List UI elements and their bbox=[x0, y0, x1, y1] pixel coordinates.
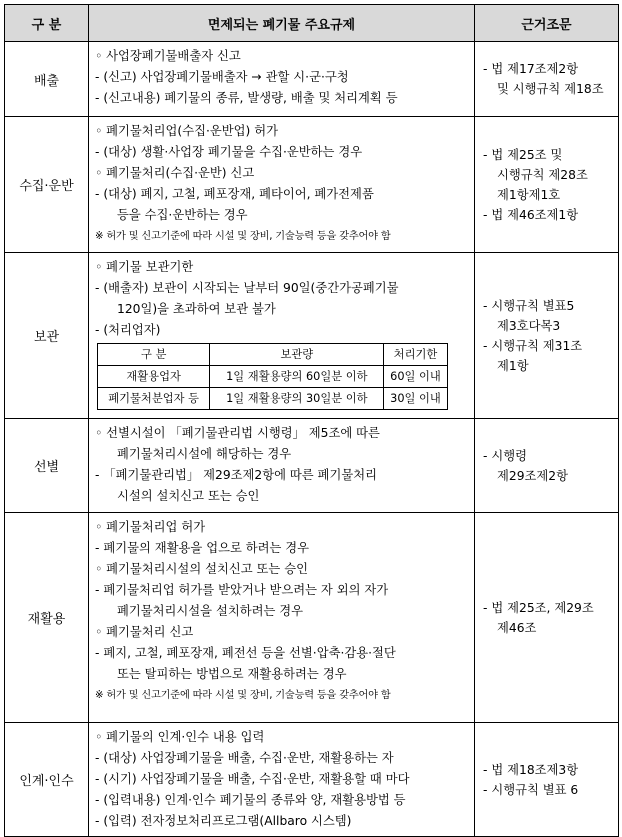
row-collection bbox=[5, 117, 619, 253]
content-line: - (대상) 생활·사업장 폐기물을 수집·운반하는 경우 bbox=[95, 145, 363, 159]
content-note: ※ 허가 및 신고기준에 따라 시설 및 장비, 기술능력 등을 갖추어야 함 bbox=[95, 690, 391, 701]
content-collection bbox=[89, 117, 475, 253]
content-discharge bbox=[89, 42, 475, 117]
basis-line: 제3호다목3 bbox=[497, 318, 561, 333]
storage-cell: 1일 재활용량의 30일분 이하 bbox=[210, 388, 384, 410]
content-line: - (신고) 사업장폐기물배출자 → 관할 시·군·구청 bbox=[95, 70, 349, 84]
content-line: - 「폐기물관리법」 제29조제2항에 따른 폐기물처리 bbox=[95, 468, 377, 482]
content-sorting bbox=[89, 419, 475, 513]
basis-line: - 시행규칙 별표 6 bbox=[483, 782, 579, 797]
basis-collection bbox=[475, 117, 619, 253]
content-line: - (대상) 사업장폐기물을 배출, 수집·운반, 재활용하는 자 bbox=[95, 751, 394, 765]
storage-cell: 30일 이내 bbox=[384, 388, 447, 410]
storage-header-cell: 보관량 bbox=[210, 344, 384, 366]
row-sorting bbox=[5, 419, 619, 513]
content-line: - (시기) 사업장폐기물을 배출, 수집·운반, 재활용할 때 마다 bbox=[95, 772, 410, 786]
basis-line: 제29조제2항 bbox=[497, 468, 568, 483]
basis-line: - 법 제17조제2항 bbox=[483, 62, 579, 76]
basis-storage bbox=[475, 253, 619, 419]
storage-cell: 1일 재활용량의 60일분 이하 bbox=[210, 366, 384, 388]
basis-line: - 시행령 bbox=[483, 448, 527, 463]
category-sorting: 선별 bbox=[5, 419, 89, 513]
content-line: ◦ 폐기물처리(수집·운반) 신고 bbox=[95, 166, 255, 180]
basis-line: - 법 제18조제3항 bbox=[483, 762, 579, 777]
category-storage: 보관 bbox=[5, 253, 89, 419]
content-line: ◦ 사업장폐기물배출자 신고 bbox=[95, 49, 241, 63]
basis-recycling bbox=[475, 513, 619, 723]
storage-cell: 재활용업자 bbox=[98, 366, 210, 388]
storage-cell: 폐기물처분업자 등 bbox=[98, 388, 210, 410]
content-line: - (신고내용) 폐기물의 종류, 발생량, 배출 및 처리계획 등 bbox=[95, 91, 398, 105]
content-line: - 폐지, 고철, 폐포장재, 폐전선 등을 선별·압축·감용·절단 bbox=[95, 646, 396, 660]
basis-line: - 법 제46조제1항 bbox=[483, 207, 579, 222]
storage-cell: 60일 이내 bbox=[384, 366, 447, 388]
content-line: - (처리업자) bbox=[95, 323, 161, 337]
content-storage bbox=[89, 253, 475, 419]
content-recycling bbox=[89, 513, 475, 723]
content-line: ◦ 폐기물처리업 허가 bbox=[95, 520, 206, 534]
content-handover bbox=[89, 723, 475, 837]
content-line: - (입력내용) 인계·인수 폐기물의 종류와 양, 재활용방법 등 bbox=[95, 793, 406, 807]
content-line: 시설의 설치신고 또는 승인 bbox=[117, 489, 260, 503]
content-line: ◦ 폐기물처리업(수집·운반업) 허가 bbox=[95, 124, 278, 138]
content-line: ◦ 폐기물 보관기한 bbox=[95, 260, 194, 274]
category-handover: 인계·인수 bbox=[5, 723, 89, 837]
row-recycling bbox=[5, 513, 619, 723]
row-discharge bbox=[5, 42, 619, 117]
basis-line: 제1항 bbox=[497, 358, 529, 373]
content-note: ※ 허가 및 신고기준에 따라 시설 및 장비, 기술능력 등을 갖추어야 함 bbox=[95, 231, 391, 242]
header-regulation: 면제되는 폐기물 주요규제 bbox=[89, 5, 475, 42]
content-line: - (대상) 폐지, 고철, 폐포장재, 폐타이어, 폐가전제품 bbox=[95, 187, 374, 201]
category-collection: 수집·운반 bbox=[5, 117, 89, 253]
storage-header-cell: 처리기한 bbox=[384, 344, 447, 366]
basis-line: - 시행규칙 별표5 bbox=[483, 298, 575, 313]
regulation-table bbox=[4, 4, 619, 837]
storage-table-row bbox=[98, 388, 448, 410]
storage-table-row bbox=[98, 366, 448, 388]
basis-sorting bbox=[475, 419, 619, 513]
content-line: ◦ 선별시설이 「폐기물관리법 시행령」 제5조에 따른 bbox=[95, 426, 380, 440]
header-row bbox=[5, 5, 619, 42]
content-line: - (입력) 전자정보처리프로그램(Allbaro 시스템) bbox=[95, 814, 352, 828]
storage-table-header bbox=[98, 344, 448, 366]
storage-period-table bbox=[97, 343, 448, 410]
category-recycling: 재활용 bbox=[5, 513, 89, 723]
basis-line: 시행규칙 제28조 bbox=[497, 167, 588, 182]
basis-line: 제46조 bbox=[497, 620, 537, 635]
basis-line: 및 시행규칙 제18조 bbox=[497, 82, 604, 96]
basis-discharge bbox=[475, 42, 619, 117]
content-line: 등을 수집·운반하는 경우 bbox=[117, 208, 248, 222]
content-line: ◦ 폐기물처리 신고 bbox=[95, 625, 194, 639]
content-line: 폐기물처리시설에 해당하는 경우 bbox=[117, 447, 292, 461]
row-handover bbox=[5, 723, 619, 837]
basis-handover bbox=[475, 723, 619, 837]
header-category: 구 분 bbox=[5, 5, 89, 42]
content-line: ◦ 폐기물처리시설의 설치신고 또는 승인 bbox=[95, 562, 308, 576]
content-line: ◦ 폐기물의 인계·인수 내용 입력 bbox=[95, 730, 265, 744]
content-line: 또는 탈피하는 방법으로 재활용하려는 경우 bbox=[117, 667, 347, 681]
row-storage bbox=[5, 253, 619, 419]
header-basis: 근거조문 bbox=[475, 5, 619, 42]
content-line: 120일)을 초과하여 보관 불가 bbox=[117, 302, 276, 316]
basis-line: 제1항제1호 bbox=[497, 187, 561, 202]
content-line: - 폐기물의 재활용을 업으로 하려는 경우 bbox=[95, 541, 310, 555]
content-line: 폐기물처리시설을 설치하려는 경우 bbox=[117, 604, 303, 618]
storage-header-cell: 구 분 bbox=[98, 344, 210, 366]
content-line: - 폐기물처리업 허가를 받았거나 받으려는 자 외의 자가 bbox=[95, 583, 389, 597]
content-line: - (배출자) 보관이 시작되는 날부터 90일(중간가공폐기물 bbox=[95, 281, 399, 295]
category-discharge: 배출 bbox=[5, 42, 89, 117]
basis-line: - 법 제25조 및 bbox=[483, 147, 563, 162]
basis-line: - 시행규칙 제31조 bbox=[483, 338, 583, 353]
basis-line: - 법 제25조, 제29조 bbox=[483, 600, 594, 615]
